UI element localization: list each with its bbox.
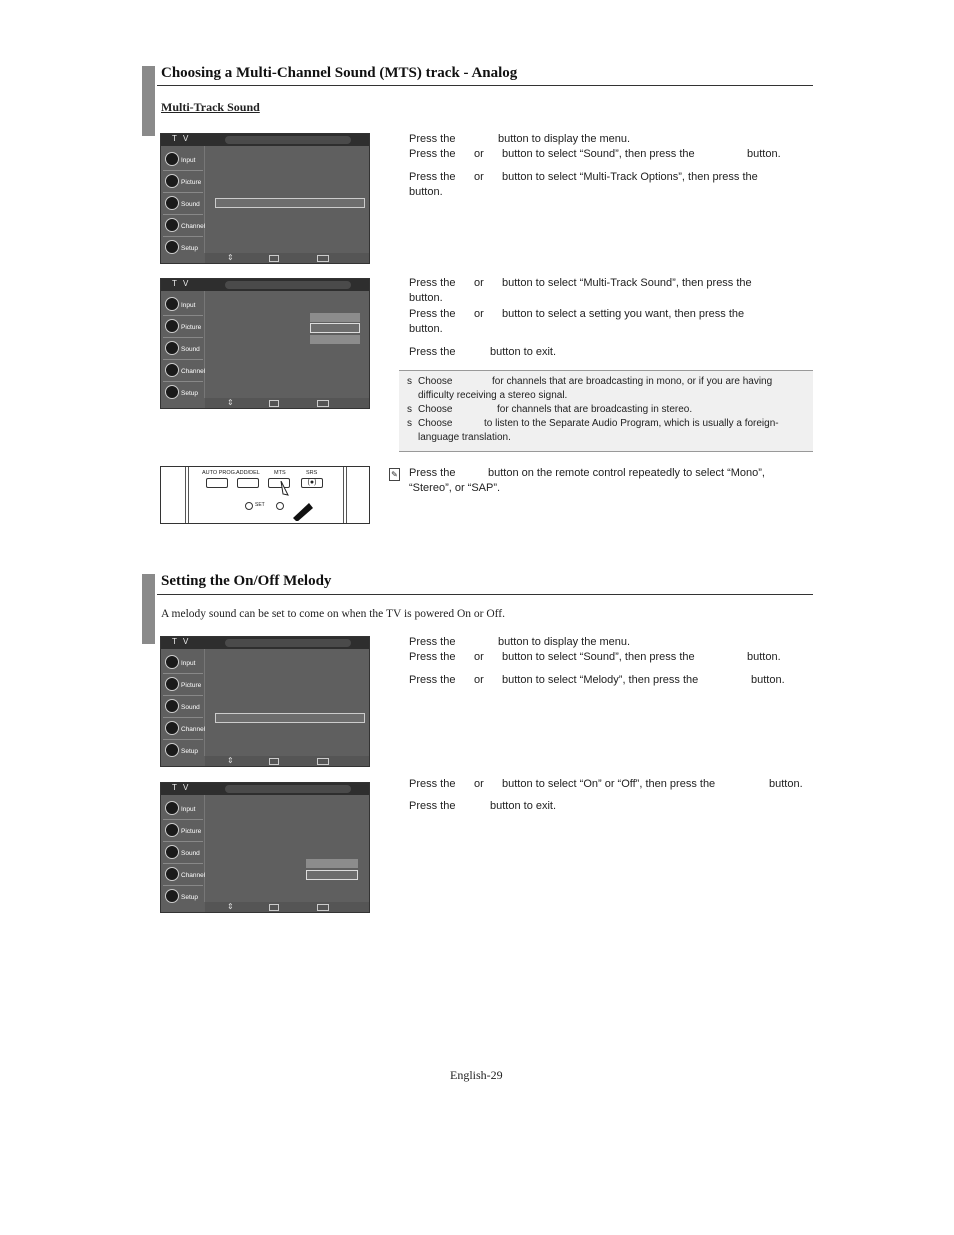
tv-label: T V [172,279,191,288]
menu-divider [163,170,203,171]
title-rule [157,594,813,595]
menu-label: Channel [181,223,206,230]
tv-menu-screen-1 [160,133,370,264]
menu-item-input [163,150,203,170]
return-icon [317,758,329,765]
section-marker-bar [142,66,155,136]
up-down-icon: ⇕ [227,756,234,765]
menu-item-channel [163,216,206,236]
input-icon [165,655,179,669]
tv-menu-screen-4 [160,782,370,913]
menu-item-picture [163,317,203,337]
step-text: button. [747,148,781,160]
sound-icon [165,341,179,355]
tv-label: T V [172,637,191,646]
menu-label: Input [181,660,196,667]
menu-title-bar [225,136,351,144]
set-label: SET [255,502,265,508]
menu-divider [163,315,203,316]
step-text: or [474,148,484,160]
menu-divider [163,695,203,696]
note-icon: ✎ [389,468,400,481]
setup-icon [165,385,179,399]
menu-divider [163,236,203,237]
menu-title-bar [225,785,351,793]
channel-icon [165,867,179,881]
return-icon [317,255,329,262]
pointing-hand-icon [279,481,319,521]
remote-button-label: ADD/DEL [236,470,260,476]
step-text: “Stereo”, or “SAP”. [409,482,501,494]
step-text: Press the [409,308,456,320]
menu-item-sound [163,339,203,359]
menu-item-input [163,295,203,315]
setup-icon [165,889,179,903]
menu-separator [204,649,205,756]
menu-divider [163,819,203,820]
menu-item-picture [163,172,203,192]
channel-icon [165,363,179,377]
menu-divider [163,863,203,864]
input-icon [165,801,179,815]
menu-label: Picture [181,179,202,186]
step-text: button. [751,674,785,686]
menu-label: Sound [181,346,200,353]
menu-label: Setup [181,245,198,252]
setup-icon [165,743,179,757]
step-text: Press the [409,800,456,812]
menu-footer [205,756,369,766]
menu-item-input [163,653,203,673]
selected-row-highlight [215,198,365,208]
step-text: Press the [409,148,456,160]
picture-icon [165,677,179,691]
menu-divider [163,192,203,193]
note-bullet: s [407,404,412,415]
menu-separator [204,291,205,398]
menu-item-channel [163,719,206,739]
enter-icon [269,758,279,765]
sound-icon [165,699,179,713]
menu-label: Sound [181,201,200,208]
menu-label: Sound [181,850,200,857]
up-down-icon: ⇕ [227,253,234,262]
step-text: or [474,674,484,686]
step-text: button to select “Sound”, then press the [502,651,695,663]
step-text: Press the [409,651,456,663]
menu-label: Picture [181,324,202,331]
step-text: button to display the menu. [498,636,631,648]
menu-label: Picture [181,682,202,689]
menu-label: Channel [181,726,206,733]
input-icon [165,152,179,166]
setup-icon [165,240,179,254]
srs-button: (●) [301,478,323,488]
menu-item-setup [163,741,203,761]
step-text: Press the [409,778,456,790]
menu-item-channel [163,865,206,885]
option-selected-swatch [310,323,360,333]
note-text: Choose [418,376,453,387]
menu-footer [205,253,369,263]
step-text: Press the [409,467,456,479]
menu-item-setup [163,238,203,258]
menu-divider [163,359,203,360]
menu-label: Setup [181,894,198,901]
step-text: or [474,171,484,183]
step-text: button. [409,292,443,304]
menu-item-sound [163,194,203,214]
step-text: or [474,277,484,289]
note-text: language translation. [418,432,511,443]
menu-divider [163,841,203,842]
menu-divider [163,381,203,382]
option-swatch [310,313,360,322]
option-selected-swatch [306,870,358,880]
channel-icon [165,218,179,232]
step-text: button to exit. [490,346,557,358]
step-text: Press the [409,346,456,358]
up-down-icon: ⇕ [227,398,234,407]
step-text: button. [769,778,803,790]
step-text: button to display the menu. [498,133,631,145]
note-text: to listen to the Separate Audio Program, which is usually a foreign- [484,418,779,429]
step-text: button to select a setting you want, then press the [502,308,745,320]
notes-box [399,370,813,452]
remote-control-illustration [160,466,370,524]
menu-label: Setup [181,390,198,397]
tv-menu-screen-3 [160,636,370,767]
menu-title-bar [225,639,351,647]
note-text: Choose [418,404,453,415]
step-text: Press the [409,277,456,289]
input-icon [165,297,179,311]
step-text: Press the [409,171,456,183]
menu-footer [205,398,369,408]
channel-icon [165,721,179,735]
menu-divider [163,337,203,338]
menu-label: Channel [181,368,206,375]
step-text: button to select “Multi-Track Options”, then press the [502,171,758,183]
step-text: button on the remote control repeatedly to select “Mono”, [488,467,765,479]
title-rule [157,85,813,86]
menu-footer [205,902,369,912]
tv-menu-screen-2 [160,278,370,409]
step-text: button. [409,323,443,335]
option-swatch [310,335,360,344]
menu-label: Sound [181,704,200,711]
sound-icon [165,845,179,859]
section-title-mts: Choosing a Multi-Channel Sound (MTS) track - Analog [161,65,518,81]
menu-divider [163,717,203,718]
option-swatch [306,859,358,868]
menu-separator [204,146,205,253]
menu-label: Input [181,302,196,309]
menu-item-sound [163,697,203,717]
menu-item-picture [163,675,203,695]
menu-divider [163,673,203,674]
step-text: button to select “Melody”, then press the [502,674,699,686]
page-number: English-29 [450,1068,503,1082]
subhead-multi-track-sound: Multi-Track Sound [161,100,260,114]
remote-button-label: MTS [274,470,286,476]
enter-icon [269,904,279,911]
menu-item-input [163,799,203,819]
set-button [245,502,253,510]
up-down-icon: ⇕ [227,902,234,911]
add-del-button [237,478,259,488]
step-text: Press the [409,636,456,648]
note-text: difficulty receiving a stereo signal. [418,390,568,401]
section-title-melody: Setting the On/Off Melody [161,573,332,589]
note-bullet: s [407,418,412,429]
note-text: for channels that are broadcasting in stereo. [497,404,693,415]
menu-item-setup [163,887,203,907]
note-text: Choose [418,418,453,429]
step-text: button to exit. [490,800,557,812]
step-text: button to select “On” or “Off”, then press the [502,778,716,790]
picture-icon [165,174,179,188]
step-text: or [474,651,484,663]
tv-label: T V [172,134,191,143]
remote-button-label: SRS [306,470,318,476]
menu-item-setup [163,383,203,403]
menu-label: Channel [181,872,206,879]
tv-label: T V [172,783,191,792]
menu-label: Input [181,806,196,813]
menu-item-channel [163,361,206,381]
menu-label: Picture [181,828,202,835]
enter-icon [269,400,279,407]
menu-item-sound [163,843,203,863]
menu-divider [163,214,203,215]
step-text: button. [747,651,781,663]
step-text: or [474,778,484,790]
note-text: for channels that are broadcasting in mono, or if you are having [492,376,773,387]
note-bullet: s [407,376,412,387]
menu-title-bar [225,281,351,289]
menu-label: Input [181,157,196,164]
menu-divider [163,885,203,886]
remote-button-label: AUTO PROG. [202,470,237,476]
step-text: Press the [409,674,456,686]
picture-icon [165,319,179,333]
step-text: button to select “Multi-Track Sound”, then press the [502,277,752,289]
picture-icon [165,823,179,837]
section-intro: A melody sound can be set to come on when the TV is powered On or Off. [161,608,505,620]
return-icon [317,400,329,407]
step-text: or [474,308,484,320]
return-icon [317,904,329,911]
selected-row-highlight [215,713,365,723]
menu-label: Setup [181,748,198,755]
auto-prog-button [206,478,228,488]
menu-separator [204,795,205,902]
menu-divider [163,739,203,740]
section-marker-bar [142,574,155,644]
step-text: Press the [409,133,456,145]
menu-item-picture [163,821,203,841]
enter-icon [269,255,279,262]
step-text: button to select “Sound”, then press the [502,148,695,160]
step-text: button. [409,186,443,198]
sound-icon [165,196,179,210]
